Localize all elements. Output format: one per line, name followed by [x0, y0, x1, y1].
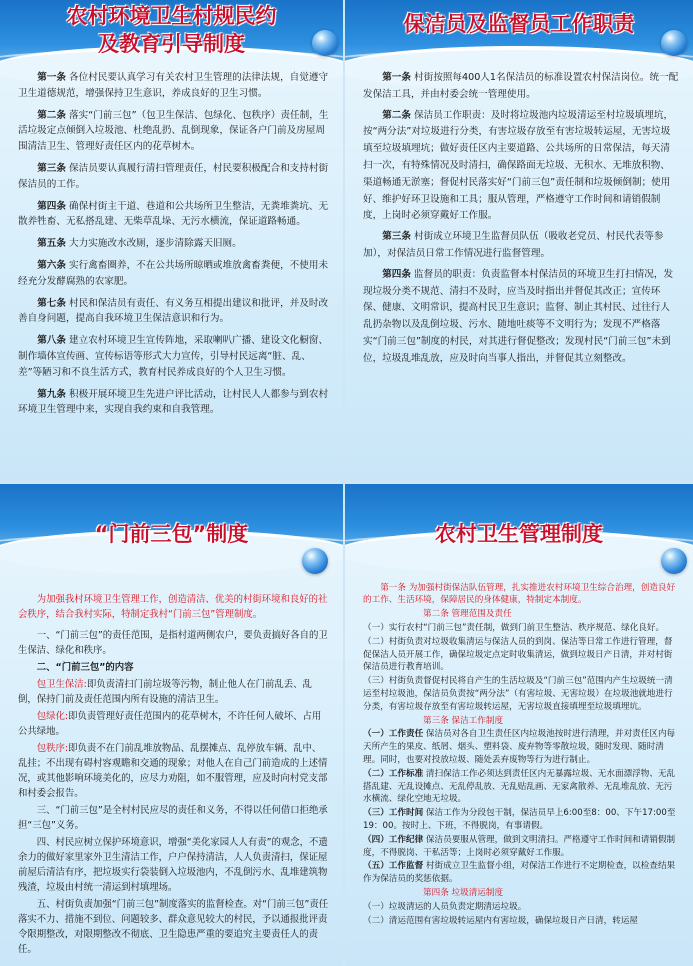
item-head: 包秩序: — [36, 743, 69, 755]
list-item — [363, 728, 679, 766]
list-item: （一）垃圾清运的人员负责定期清运垃圾。 — [363, 901, 527, 912]
article-text: 保洁员要认真履行清扫管理责任，村民要积极配合和支持村街保洁员的工作。 — [18, 162, 329, 190]
article-item — [363, 229, 679, 263]
list-item — [363, 834, 679, 860]
article-item — [18, 161, 329, 193]
article-number: 第二条 — [37, 109, 66, 121]
section-heading: 第四条 垃圾清运制度 — [423, 887, 504, 898]
panel-title — [0, 2, 343, 58]
paragraph-hygiene — [18, 677, 329, 707]
articles-list — [18, 70, 329, 424]
article-number: 第六条 — [37, 259, 66, 271]
article-item — [18, 199, 329, 231]
section-heading: 第二条 管理范围及责任 — [423, 609, 512, 620]
item-head: （五）工作监督 — [363, 861, 424, 872]
paragraph-5: 五、村街负责加强“门前三包”制度落实的监督检查。对“门前三包”责任落实不力、措施不到位、问题较多、群众意见较大的村民，予以通报批评责令限期整改，对限期整改不彻底、卫生隐患严重的要追究主要责任人的责任。 — [18, 899, 329, 956]
paragraph-2: 二、“门前三包”的内容 — [36, 662, 134, 674]
title-line-1: 农村环境卫生村规民约 — [66, 4, 277, 28]
article-item — [18, 108, 329, 155]
list-item: （一）实行农村“门前三包”责任制，做到门前卫生整洁、秩序规范、绿化良好。 — [363, 622, 665, 633]
panel-cleaner-duties — [345, 0, 693, 480]
item-head: （四）工作纪律 — [363, 834, 424, 845]
article-number: 第二条 — [382, 109, 411, 121]
article-item — [363, 70, 679, 104]
item-head: 包绿化: — [36, 711, 69, 723]
list-item — [363, 860, 679, 886]
list-item — [363, 807, 679, 833]
list-item: （二）村街负责对垃圾收集清运与保洁人员的到岗、保洁等日常工作进行管理，督促保洁人员开展工作，确保垃圾定点定时收集清运，做到垃圾日产日清，并对村街保洁员进行教育培训。 — [363, 636, 673, 673]
paragraph-greening — [18, 709, 329, 739]
article-text: 村街成立环境卫生监督员队伍（吸收老党员、村民代表等参加），对保洁员日常工作情况进行监督管理。 — [363, 231, 664, 259]
article-item — [18, 296, 329, 328]
article-text: 落实“门前三包”（包卫生保洁、包绿化、包秩序）责任制，生活垃圾定点倾倒入垃圾池、杜绝乱扔、乱倒现象，保证各户门前及房屋周围清洁卫生、管理好责任区内的花草树木。 — [18, 109, 329, 153]
article-item — [18, 236, 329, 252]
article-text: 各位村民要认真学习有关农村卫生管理的法律法规，自觉遵守卫生道德规范，增强保持卫生意识，养成良好的卫生习惯。 — [18, 72, 329, 99]
title-line-2: 及教育引导制度 — [98, 32, 245, 56]
article-item — [18, 387, 329, 419]
articles-list — [363, 70, 679, 372]
article-item — [18, 333, 329, 380]
item-head: （三）工作时间 — [363, 808, 424, 819]
article-number: 第一条 — [382, 72, 411, 83]
item-text: 即负责不在门前乱堆放物品、乱摆摊点、乱停放车辆、乱中、乱挂；不出现有碍村容观瞻和交通的现象；对他人在自己门前造成的上述情况，或其他影响环境美化的，应尽力劝阻，如不服管理，应及时向村党支部和村委会报告。 — [18, 743, 328, 800]
article-item — [18, 258, 329, 290]
article-text: 建立农村环境卫生宣传阵地，采取喇叭广播、建设文化橱窗、制作墙体宣传画、宣传标语等形式大力宣传，引导村民远离“脏、乱、差”等陋习和不良生活方式，教育村民养成良好的个人卫生习惯。 — [18, 335, 329, 378]
article-item — [18, 70, 329, 102]
item-text: 保洁工作为分段包干制，保洁员早上6:00至8：00、下午17:00至19：00。按时上、下班，不得脱岗，有事请假。 — [363, 808, 676, 831]
panel-body — [363, 573, 679, 928]
item-head: 包卫生保洁: — [36, 679, 87, 691]
item-text: 清扫保洁工作必须达到责任区内无暴露垃圾、无水面漂浮物、无乱搭乱建、无乱设摊点、无乱停乱放、无乱贴乱画、无家禽散养、无乱堆乱放、无污水横流、绿化空地无垃圾。 — [363, 768, 676, 805]
globe-icon — [302, 548, 328, 574]
item-head: （一）工作责任 — [363, 729, 424, 740]
paragraph-4: 四、村民应树立保护环境意识，增强“美化家园人人有责”的观念，不遗余力的做好家里家外卫生清洁工作，户户保持清洁，人人负责清扫，保证屋前屋后清洁有序，把垃圾实行袋装倒入垃圾池内，不乱倒污水、乱堆建筑物残渣，垃圾由村统一清运到村填埋场。 — [18, 837, 328, 894]
article-item — [363, 108, 679, 226]
article-number: 第一条 — [37, 72, 66, 83]
panel-title: 农村卫生管理制度 — [435, 522, 603, 546]
panel-village-rules — [0, 0, 343, 480]
article-text: 村民和保洁员有责任、有义务互相提出建议和批评，并及时改善自身问题，提高自我环境卫生保洁意识和行为。 — [18, 297, 329, 325]
globe-icon — [661, 548, 687, 574]
article-text: 村街按照每400人1名保洁员的标准设置农村保洁岗位。统一配发保洁工具，并由村委会统一管理使用。 — [363, 72, 679, 100]
intro-text: 为加强我村环境卫生管理工作，创造清洁、优美的村街环境和良好的社会秩序，结合我村实际，特制定我村“门前三包”管理制度。 — [18, 594, 328, 621]
article-text: 实行禽畜圈养，不在公共场所晾晒或堆放禽畜粪便，不使用未经充分发酵腐熟的农家肥。 — [18, 259, 329, 287]
article-number: 第四条 — [382, 268, 411, 280]
article-text: 保洁员工作职责：及时将垃圾池内垃圾清运至村垃圾填埋坑，按“两分法”对垃圾进行分类，有害垃圾存放至有害垃圾转运屋，无害垃圾填至垃圾填埋坑；做好责任区内主要道路、公共场所的日常保洁，每天清扫一次，有特殊情况及时清扫，确保路面无垃圾、无积水、无堆放积物、渠道畅通无淤塞；督促村民落实好“门前三包”责任制和垃圾倾倒制；使用好、维护好环卫设施和工具；服从管理，严格遵守工作时间和请销假制度，上岗时必须穿戴好工作服。 — [363, 109, 674, 222]
article-number: 第四条 — [37, 200, 66, 212]
panel-body — [18, 583, 329, 959]
item-text: 保洁员要服从管理，做到文明清扫。严格遵守工作时间和请销假制度，不得脱岗、干私活等；上岗时必须穿戴好工作服。 — [363, 834, 676, 858]
section-heading: 第三条 保洁工作制度 — [423, 715, 504, 726]
panel-sanitation-management — [345, 484, 693, 966]
paragraph-1: 一、“门前三包”的责任范围，是指村道两侧农户，要负责搞好各自的卫生保洁、绿化和秩序。 — [18, 630, 328, 657]
article-1: 第一条 为加强村街保洁队伍管理，扎实推进农村环境卫生综合治理，创造良好的工作、生活环境，保障居民的身体健康，特制定本制度。 — [363, 582, 676, 606]
article-text: 大力实施改水改厕，逐步清除露天旧厕。 — [69, 238, 242, 250]
article-number: 第五条 — [37, 238, 66, 250]
item-head: （二）工作标准 — [363, 768, 424, 779]
article-number: 第八条 — [37, 335, 66, 347]
paragraph-order — [18, 741, 329, 801]
panel-three-guarantees — [0, 484, 343, 966]
article-number: 第三条 — [37, 162, 66, 174]
item-text: 村街成立卫生监督小组，对保洁工作进行不定期检查，以检查结果作为保洁员的奖惩依据。 — [363, 861, 676, 885]
article-text: 积极开展环境卫生先进户评比活动，让村民人人都参与到农村环境卫生管理中来，实现自我约束和自我管理。 — [18, 388, 329, 416]
article-number: 第九条 — [37, 388, 66, 400]
article-text: 确保村街主干道、巷道和公共场所卫生整洁，无粪堆粪坑、无散养牲畜、无私搭乱建、无柴草乱垛、无污水横流，保证道路畅通。 — [18, 200, 329, 228]
panel-title: 保洁员及监督员工作职责 — [403, 12, 635, 36]
list-item: （二）清运范围有害垃圾转运屋内有害垃圾，确保垃圾日产日清，转运屋 — [363, 915, 639, 926]
article-item — [363, 267, 679, 368]
list-item: （三）村街负责督促村民将自产生的生活垃圾及“门前三包”范围内产生垃圾统一清运至村垃圾池，保洁员负责按“两分法”（有害垃圾、无害垃圾）在垃圾池就地进行分类，有害垃圾存放至有害垃圾转运屋，无害垃圾直接填埋至垃圾填埋坑。 — [363, 676, 673, 712]
list-item — [363, 768, 679, 806]
item-text: 保洁员对各自卫生责任区内垃圾池按时进行清理，并对责任区内每天所产生的果皮、纸屑、烟头、塑料袋、废弃物等零散垃圾，随时发现、随时清理。同时，也要对投放垃圾、随处丢弃废物等行为进行制止。 — [363, 729, 676, 765]
article-text: 监督员的职责：负责监督本村保洁员的环境卫生打扫情况，发现垃圾分类不规范、清扫不及时，应当及时指出并督促其改正；宣传环保、健康、文明常识，提高村民卫生意识；监督、制止其村民、过往行人乱扔杂物以及乱倒垃圾、污水、随地吐痰等不文明行为；发现不严格落实“门前三包”制度的村民，对其进行督促整改；发现村民“门前三包”未到位，垃圾乱堆乱放，应及时向当事人指出，并督促其立刻整改。 — [363, 268, 674, 364]
panel-title: “门前三包”制度 — [94, 522, 249, 546]
paragraph-3: 三、“门前三包”是全村村民应尽的责任和义务，不得以任何借口拒绝承担“三包”义务。 — [18, 805, 328, 832]
article-number: 第七条 — [37, 297, 66, 309]
item-text: 即负责清扫门前垃圾等污物，制止他人在门前乱丢、乱倒，保持门前及责任范围内所有设施的清洁卫生。 — [18, 679, 312, 706]
article-number: 第三条 — [382, 231, 411, 243]
item-text: 即负责管理好责任范围内的花草树木，不许任何人破坏、占用公共绿地。 — [18, 711, 322, 738]
